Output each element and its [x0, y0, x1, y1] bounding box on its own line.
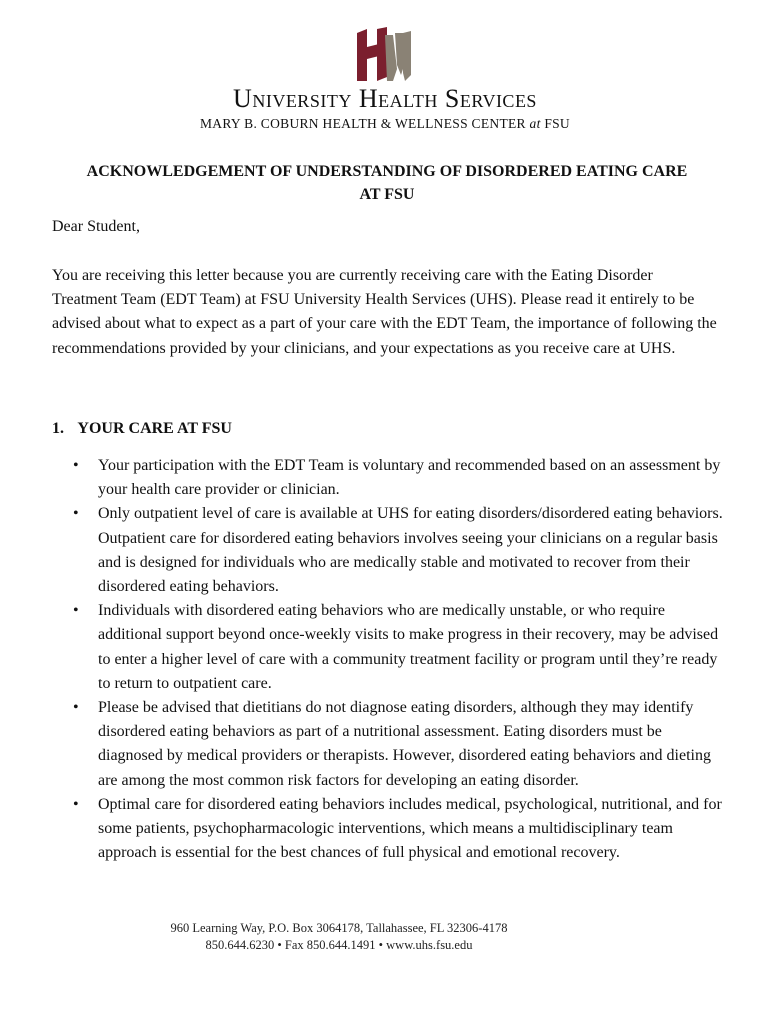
- section-title: YOUR CARE AT FSU: [77, 420, 232, 437]
- org-subtitle-at: at: [529, 116, 541, 131]
- list-item: [52, 793, 726, 866]
- bullet-icon: •: [73, 505, 79, 523]
- footer-address: 960 Learning Way, P.O. Box 3064178, Tallahassee, FL 32306-4178: [170, 921, 508, 935]
- list-item-text: Optimal care for disordered eating behaviors includes medical, psychological, nutritional, and for some patients, psychopharmacologic interventions, which means a multidisciplinary team approach is essential for the best chances of full physical and emotional recovery.: [98, 795, 722, 862]
- document-title-line-2: AT FSU: [359, 186, 415, 203]
- bullet-icon: •: [73, 457, 79, 474]
- greeting: Dear Student,: [52, 218, 140, 235]
- intro-paragraph: You are receiving this letter because you are currently receiving care with the Eating Disorder Treatment Team (EDT Team) at FSU University Health Services (UHS). Please read it entirely to be advised about what to expect as a part of your care with the EDT Team, the importance of following the recommendations provided by your clinicians, and your expectations as you receive care at UHS.: [52, 267, 717, 357]
- bullet-icon: •: [73, 795, 79, 813]
- fsu-uhs-logo: [349, 25, 419, 85]
- footer: [0, 920, 678, 954]
- list-item: [52, 696, 726, 793]
- list-item: [52, 454, 726, 502]
- document-title-line-1: ACKNOWLEDGEMENT OF UNDERSTANDING OF DISORDERED EATING CARE: [86, 163, 688, 180]
- bullet-icon: •: [73, 602, 79, 620]
- org-name: University Health Services: [233, 84, 537, 113]
- list-item-text: Individuals with disordered eating behaviors who are medically unstable, or who require additional support beyond once-weekly visits to make progress in their recovery, may be advised to enter a higher level of care with a community treatment facility or program until they’re ready to return to outpatient care.: [98, 602, 719, 692]
- list-item-text: Please be advised that dietitians do not diagnose eating disorders, although they may identify disordered eating behaviors as part of a nutritional assessment. Eating disorders must be diagnosed by medical providers or therapists. However, disordered eating behaviors and dieting are among the most common risk factors for developing an eating disorder.: [98, 699, 711, 789]
- org-subtitle-prefix: MARY B. COBURN HEALTH & WELLNESS CENTER: [200, 116, 530, 131]
- list-item: [52, 502, 726, 599]
- section-number: 1.: [52, 420, 64, 437]
- org-subtitle: [0, 116, 770, 132]
- org-subtitle-suffix: FSU: [540, 116, 570, 131]
- document-title: [52, 160, 722, 206]
- care-bullet-list: [52, 454, 726, 865]
- list-item: [52, 599, 726, 696]
- list-item-text: Your participation with the EDT Team is voluntary and recommended based on an assessment by your health care provider or clinician.: [98, 457, 721, 499]
- section-heading: [52, 420, 232, 438]
- footer-contact: 850.644.6230 • Fax 850.644.1491 • www.uhs.fsu.edu: [205, 938, 473, 952]
- bullet-icon: •: [73, 699, 79, 717]
- list-item-text: Only outpatient level of care is available at UHS for eating disorders/disordered eating behaviors. Outpatient care for disordered eating behaviors involves seeing your clinicians on a regular basis and is designed for individuals who are medically stable and motivated to recover from their disordered eating behaviors.: [98, 505, 723, 596]
